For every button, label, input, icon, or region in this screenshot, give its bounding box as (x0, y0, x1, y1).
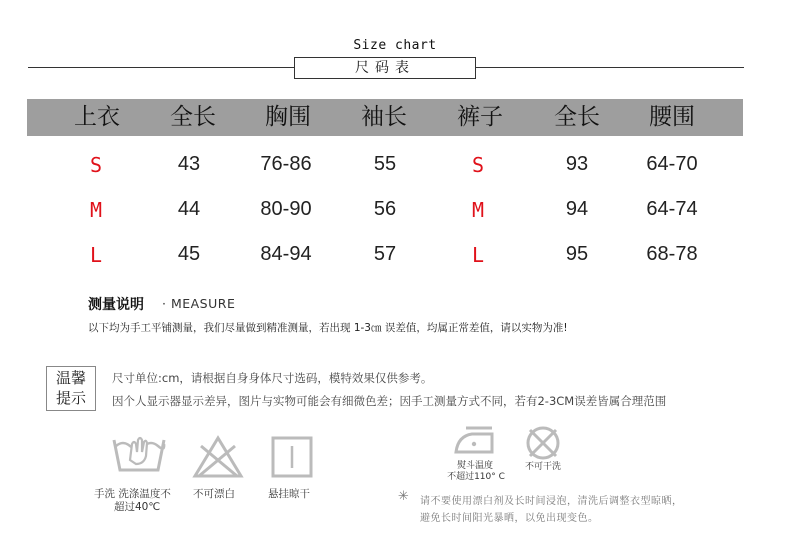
table-cell: 64-70 (646, 153, 698, 175)
care-footnote-2: 避免长时间阳光暴晒，以免出现变色。 (420, 513, 599, 524)
col-header-waist: 腰围 (649, 104, 695, 130)
care-footnote-1: 请不要使用漂白剂及长时间浸泡，清洗后调整衣型晾晒， (420, 496, 683, 507)
hand-wash-label-1: 手洗 洗涤温度不 (94, 488, 171, 500)
col-header-pants: 裤子 (457, 104, 503, 130)
hang-dry-icon (271, 436, 313, 478)
tips-box-label-2: 提示 (55, 389, 86, 407)
table-cell: 56 (373, 198, 397, 220)
col-header-length: 全长 (170, 104, 216, 130)
table-cell: 57 (373, 243, 397, 265)
measure-note: 以下均为手工平铺测量，我们尽量做到精准测量，若出现 1-3㎝ 误差值，均属正常差值，请以实物为准! (88, 322, 568, 334)
iron-icon (452, 426, 496, 458)
col-header-chest: 胸围 (265, 104, 311, 130)
table-cell: 94 (565, 198, 589, 220)
hand-wash-icon (110, 430, 168, 478)
table-cell-size: L (471, 243, 485, 267)
hang-dry-label: 悬挂晾干 (268, 488, 310, 500)
table-cell-size: S (89, 153, 103, 177)
table-cell: 95 (565, 243, 589, 265)
table-cell: 44 (177, 198, 201, 220)
table-cell: 84-94 (260, 243, 312, 265)
no-dry-clean-label: 不可干洗 (524, 462, 561, 472)
table-cell: 68-78 (646, 243, 698, 265)
table-cell: 64-74 (646, 198, 698, 220)
table-cell-size: M (471, 198, 485, 222)
col-header-pants-length: 全长 (554, 104, 600, 130)
hand-wash-label-2: 超过40℃ (114, 501, 161, 513)
measure-subtitle: · MEASURE (162, 296, 236, 311)
no-bleach-label: 不可漂白 (193, 488, 235, 500)
table-cell: 80-90 (260, 198, 312, 220)
table-cell: 93 (565, 153, 589, 175)
title-chinese: 尺码表 (294, 57, 476, 79)
no-bleach-icon (193, 436, 243, 478)
table-cell-size: S (471, 153, 485, 177)
table-cell-size: L (89, 243, 103, 267)
no-dry-clean-icon (525, 425, 561, 461)
table-cell-size: M (89, 198, 103, 222)
tips-line-1: 尺寸单位:cm，请根据自身身体尺寸选码，模特效果仅供参考。 (112, 371, 433, 385)
tips-box-label-1: 温馨 (55, 369, 86, 387)
col-header-sleeve: 袖长 (361, 104, 407, 130)
col-header-top: 上衣 (74, 104, 120, 130)
table-cell: 55 (373, 153, 397, 175)
tips-line-2: 因个人显示器显示差异，图片与实物可能会有细微色差；因手工测量方式不同，若有2-3CM误差皆属合理范围 (112, 394, 667, 408)
iron-label-2: 不超过110° C (447, 472, 505, 482)
measure-title: 测量说明 (88, 297, 144, 313)
tips-box (46, 366, 96, 411)
asterisk-icon: ✳ (398, 489, 409, 504)
table-cell: 76-86 (260, 153, 312, 175)
iron-label-1: 熨斗温度 (456, 461, 493, 471)
table-cell: 43 (177, 153, 201, 175)
table-cell: 45 (177, 243, 201, 265)
title-english: Size chart (353, 38, 437, 53)
